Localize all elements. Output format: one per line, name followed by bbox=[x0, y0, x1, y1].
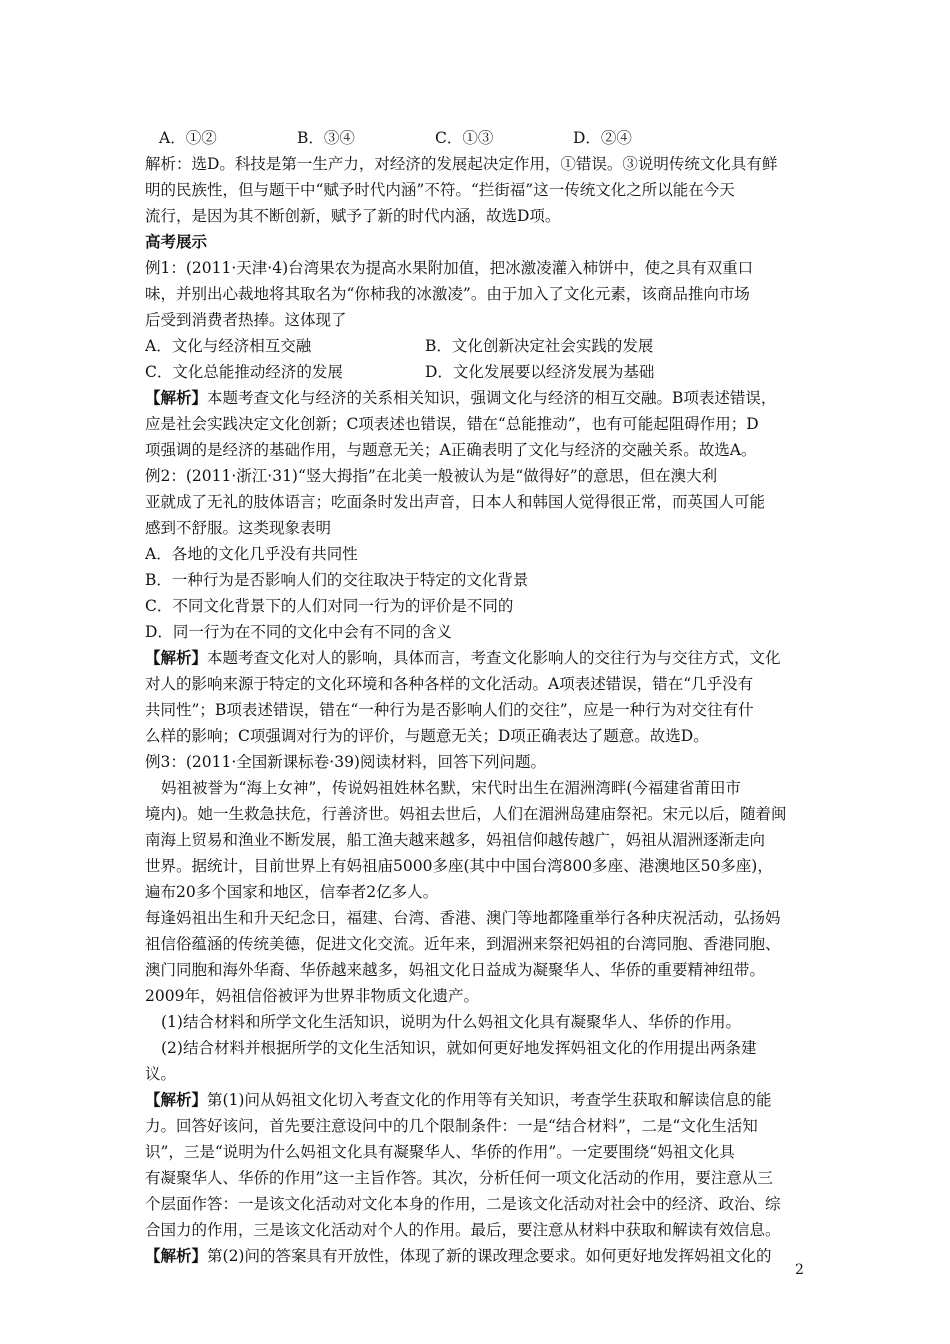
page-number: 2 bbox=[795, 1262, 804, 1278]
example3-analysis1-line: 合国力的作用，三是该文化活动对个人的作用。最后，要注意从材料中获取和解读有效信息。 bbox=[145, 1221, 781, 1239]
example2-stem: 亚就成了无礼的肢体语言；吃面条时发出声音，日本人和韩国人觉得很正常，而英国人可能 bbox=[145, 493, 766, 511]
example1-analysis-line: 项强调的是经济的基础作用，与题意无关；A正确表明了文化与经济的交融关系。故选A。 bbox=[145, 441, 757, 459]
example2-analysis-line: 共同性”；B项表述错误，错在“一种行为是否影响人们的交往”，应是一种行为对交往有什 bbox=[145, 701, 754, 719]
example2-analysis bbox=[145, 645, 810, 671]
example3-analysis1-line: 识”，三是“说明为什么妈祖文化具有凝聚华人、华侨的作用”。一定要围绕“妈祖文化具 bbox=[145, 1143, 735, 1161]
option-a: A．①② bbox=[159, 129, 217, 147]
example3-analysis1-line: 有凝聚华人、华侨的作用”这一主旨作答。其次，分析任何一项文化活动的作用，要注意从三 bbox=[145, 1169, 773, 1187]
example3-material-line: 遍布20多个国家和地区，信奉者2亿多人。 bbox=[145, 883, 439, 901]
example3-stem: 例3：(2011·全国新课标卷·39)阅读材料，回答下列问题。 bbox=[145, 753, 546, 771]
example2-stem: 感到不舒服。这类现象表明 bbox=[145, 519, 332, 537]
analysis-label: 【解析】 bbox=[145, 1246, 208, 1265]
option-b: B．③④ bbox=[297, 129, 355, 147]
analysis-label: 【解析】 bbox=[145, 648, 208, 667]
example3-material2-line: 每逢妈祖出生和升天纪念日，福建、台湾、香港、澳门等地都隆重举行各种庆祝活动，弘扬妈 bbox=[145, 909, 781, 927]
top-options-row bbox=[145, 125, 824, 151]
example1-options-row bbox=[145, 333, 810, 359]
example1-stem: 后受到消费者热捧。这体现了 bbox=[145, 311, 347, 329]
example3-material-line: 妈祖被誉为“海上女神”，传说妈祖姓林名默，宋代时出生在湄洲湾畔(今福建省莆田市 bbox=[161, 779, 741, 797]
example3-material-line: 境内)。她一生救急扶危，行善济世。妈祖去世后，人们在湄洲岛建庙祭祀。宋元以后，随着闽 bbox=[145, 805, 787, 823]
example2-option-c: C．不同文化背景下的人们对同一行为的评价是不同的 bbox=[145, 597, 514, 615]
analysis-text: 本题考查文化与经济的关系相关知识，强调文化与经济的相互交融。B项表述错误， bbox=[207, 389, 777, 407]
top-analysis-line: 明的民族性，但与题干中“赋予时代内涵”不符。“拦街福”这一传统文化之所以能在今天 bbox=[145, 181, 735, 199]
example2-option-d: D．同一行为在不同的文化中会有不同的含义 bbox=[145, 623, 452, 641]
section-title: 高考展示 bbox=[145, 232, 208, 251]
example3-material-line: 世界。据统计，目前世界上有妈祖庙5000多座(其中中国台湾800多座、港澳地区50多座)， bbox=[145, 857, 773, 875]
analysis-label: 【解析】 bbox=[145, 388, 208, 407]
example1-stem: 例1：(2011·天津·4)台湾果农为提高水果附加值，把冰激凌灌入柿饼中，使之具有双重口 bbox=[145, 259, 754, 277]
example1-analysis bbox=[145, 385, 810, 411]
example1-stem: 味，并别出心裁地将其取名为“你柿我的冰激凌”。由于加入了文化元素，该商品推向市场 bbox=[145, 285, 750, 303]
example3-question2-cont: 议。 bbox=[145, 1065, 177, 1083]
option-d: D．②④ bbox=[573, 129, 632, 147]
example3-material2-line: 祖信俗蕴涵的传统美德，促进文化交流。近年来，到湄洲来祭祀妈祖的台湾同胞、香港同胞、 bbox=[145, 935, 781, 953]
example2-option-b: B．一种行为是否影响人们的交往取决于特定的文化背景 bbox=[145, 571, 529, 589]
option-c: C．①③ bbox=[435, 129, 494, 147]
example3-material-line: 南海上贸易和渔业不断发展，船工渔夫越来越多，妈祖信仰越传越广，妈祖从湄洲逐渐走向 bbox=[145, 831, 766, 849]
example2-stem: 例2：(2011·浙江·31)“竖大拇指”在北美一般被认为是“做得好”的意思，但在澳大利 bbox=[145, 467, 718, 485]
top-analysis-line: 解析：选D。科技是第一生产力，对经济的发展起决定作用，①错误。③说明传统文化具有鲜 bbox=[145, 155, 778, 173]
example1-analysis-line: 应是社会实践决定文化创新；C项表述也错误，错在“总能推动”，也有可能起阻碍作用；D bbox=[145, 415, 759, 433]
option-d: D．文化发展要以经济发展为基础 bbox=[425, 363, 655, 381]
top-analysis-line: 流行，是因为其不断创新，赋予了新的时代内涵，故选D项。 bbox=[145, 207, 561, 225]
example3-question2: (2)结合材料并根据所学的文化生活知识，就如何更好地发挥妈祖文化的作用提出两条建 bbox=[161, 1039, 757, 1057]
example3-analysis2 bbox=[145, 1243, 810, 1269]
example3-analysis1 bbox=[145, 1087, 810, 1113]
analysis-text: 第(1)问从妈祖文化切入考查文化的作用等有关知识，考查学生获取和解读信息的能 bbox=[207, 1091, 772, 1109]
example3-material2-line: 2009年，妈祖信俗被评为世界非物质文化遗产。 bbox=[145, 987, 479, 1005]
example2-option-a: A．各地的文化几乎没有共同性 bbox=[145, 545, 358, 563]
example2-analysis-line: 么样的影响；C项强调对行为的评价，与题意无关；D项正确表达了题意。故选D。 bbox=[145, 727, 709, 745]
option-a: A．文化与经济相互交融 bbox=[145, 337, 312, 355]
option-b: B．文化创新决定社会实践的发展 bbox=[425, 337, 654, 355]
example3-analysis1-line: 力。回答好该问，首先要注意设问中的几个限制条件：一是“结合材料”，二是“文化生活知 bbox=[145, 1117, 758, 1135]
example3-material2-line: 澳门同胞和海外华裔、华侨越来越多，妈祖文化日益成为凝聚华人、华侨的重要精神纽带。 bbox=[145, 961, 766, 979]
analysis-text: 第(2)问的答案具有开放性，体现了新的课改理念要求。如何更好地发挥妈祖文化的 bbox=[207, 1247, 772, 1265]
analysis-text: 本题考查文化对人的影响，具体而言，考查文化影响人的交往行为与交往方式，文化 bbox=[207, 649, 781, 667]
option-c: C．文化总能推动经济的发展 bbox=[145, 363, 343, 381]
example3-analysis1-line: 个层面作答：一是该文化活动对文化本身的作用，二是该文化活动对社会中的经济、政治、综 bbox=[145, 1195, 781, 1213]
example1-options-row bbox=[145, 359, 810, 385]
example3-question1: (1)结合材料和所学文化生活知识，说明为什么妈祖文化具有凝聚华人、华侨的作用。 bbox=[161, 1013, 741, 1031]
example2-analysis-line: 对人的影响来源于特定的文化环境和各种各样的文化活动。A项表述错误，错在“几乎没有 bbox=[145, 675, 754, 693]
analysis-label: 【解析】 bbox=[145, 1090, 208, 1109]
